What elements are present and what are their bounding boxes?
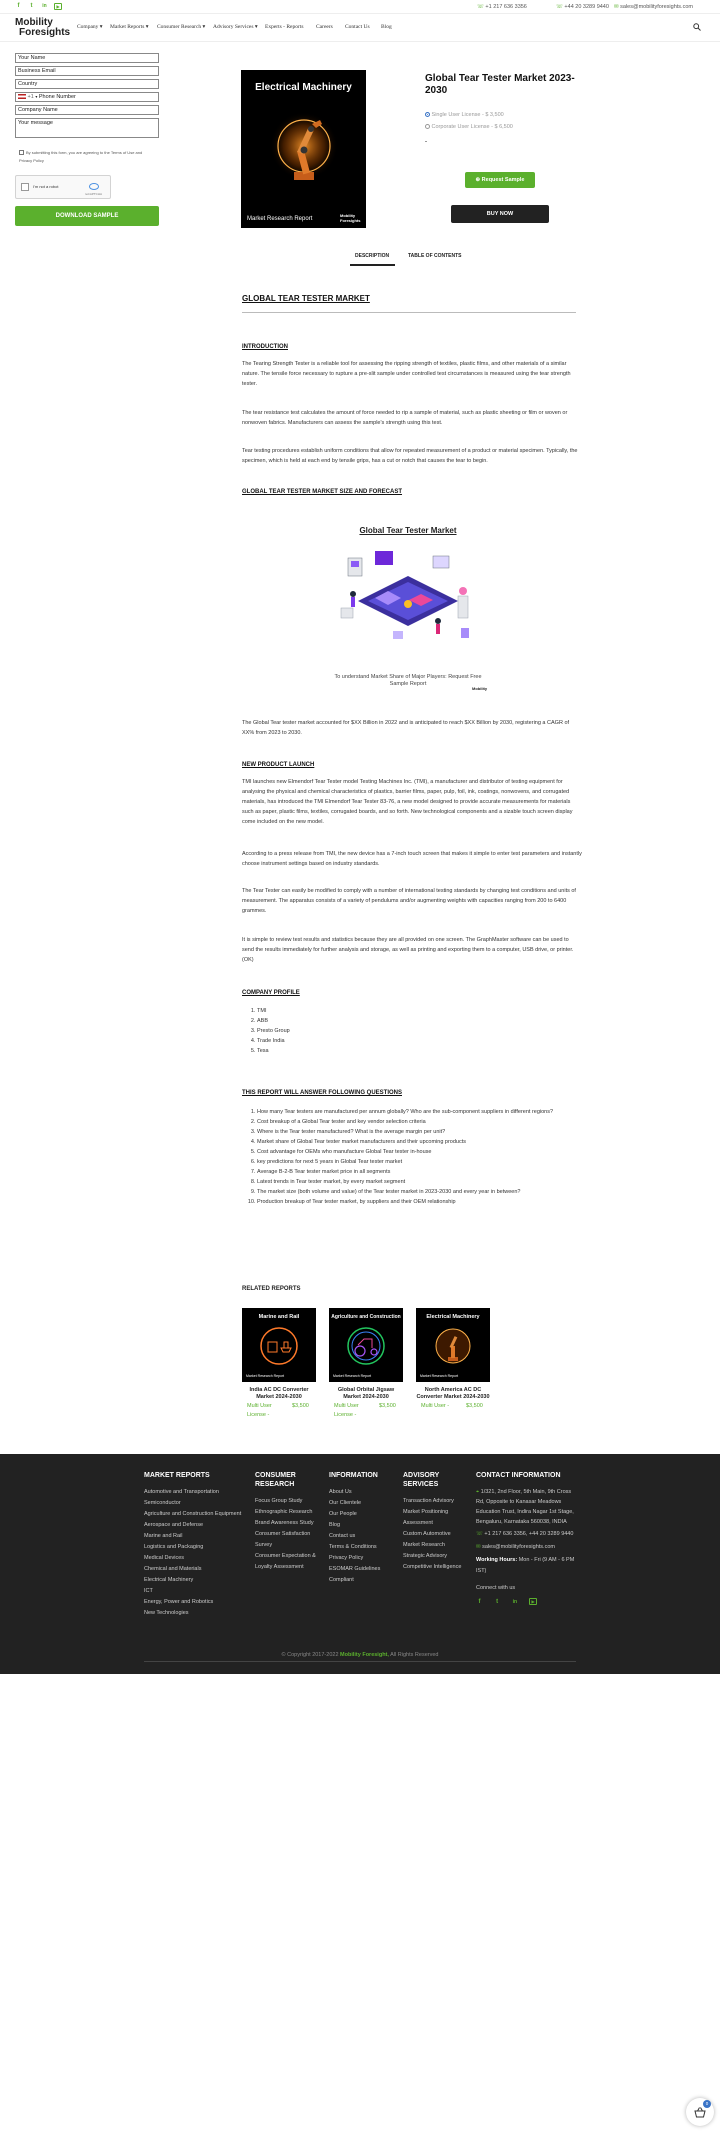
country-field[interactable]: Country (15, 79, 159, 89)
company-list (257, 1006, 290, 1056)
list-item: 2. Cost breakup of a Global Tear tester and key vendor selection criteria (257, 1117, 557, 1127)
launch-paragraph-4: It is simple to review test results and statistics because they are all provided on one screen. The GraphMaster software can be used to send the results immediately for further analysis and storage, as well as printing and exporting them to a computer, USB drive, or printer. (OK) (242, 937, 574, 963)
footer-link[interactable]: Medical Devices (144, 1555, 185, 1561)
robot-arm-illustration (433, 1326, 473, 1366)
divider-dot (425, 141, 427, 142)
list-item[interactable]: 4. Trade India (257, 1036, 290, 1046)
report-cover-image: Electrical Machinery Market Research Report Mobility Foresights (241, 70, 366, 228)
footer-link[interactable]: ESOMAR Guidelines Compliant (329, 1566, 381, 1583)
search-icon[interactable] (693, 23, 701, 31)
related-reports-heading: RELATED REPORTS (242, 1286, 301, 1292)
related-report-title[interactable]: India AC DC Converter Market 2024-2030 (249, 1387, 309, 1400)
buy-now-button[interactable]: BUY NOW (451, 205, 549, 223)
related-report-card[interactable]: Marine and Rail Market Research Report India AC DC Converter Market 2024-2030 Multi User License - $3,500 (242, 1308, 316, 1421)
footer-link[interactable]: Logistics and Packaging (144, 1544, 204, 1550)
footer-email[interactable]: ✉ sales@mobilityforesights.com (476, 1544, 555, 1550)
footer-phones[interactable]: ☏ +1 217 636 3356, +44 20 3289 9440 (476, 1531, 574, 1537)
footer-divider (144, 1661, 576, 1662)
footer-link[interactable]: Consumer Satisfaction Survey (255, 1531, 311, 1548)
nav-careers[interactable]: Careers (316, 24, 333, 30)
footer-link[interactable]: Transaction Advisory (403, 1498, 454, 1504)
email-link[interactable]: ✉ sales@mobilityforesights.com (614, 4, 693, 10)
footer-contact-heading: CONTACT INFORMATION (476, 1472, 561, 1479)
captcha-checkbox[interactable] (21, 183, 29, 191)
list-item[interactable]: 3. Presto Group (257, 1026, 290, 1036)
basket-icon (694, 2107, 706, 2118)
footer-link[interactable]: Contact us (329, 1533, 356, 1539)
nav-market-reports[interactable]: Market Reports ▾ (110, 24, 149, 30)
title-divider (242, 312, 576, 313)
linkedin-icon[interactable]: in (512, 1599, 518, 1605)
linkedin-icon[interactable]: in (42, 3, 47, 9)
footer-link[interactable]: About Us (329, 1489, 352, 1495)
email-field[interactable]: Business Email (15, 66, 159, 76)
cart-button[interactable] (686, 2098, 714, 2126)
isometric-analytics-illustration (333, 546, 483, 646)
footer-link[interactable]: Brand Awareness Study (255, 1520, 314, 1526)
cart-count-badge: 0 (703, 2100, 711, 2108)
related-report-card[interactable]: Electrical Machinery Market Research Report North America AC DC Converter Market 2024-2030 Multi User - $3,500 (416, 1308, 490, 1421)
tab-active-indicator (350, 264, 395, 266)
footer-link[interactable]: Custom Automotive Market Research (403, 1531, 451, 1548)
name-field[interactable]: Your Name (15, 53, 159, 63)
footer-market-reports-heading: MARKET REPORTS (144, 1472, 210, 1479)
questions-heading: THIS REPORT WILL ANSWER FOLLOWING QUESTIONS (242, 1090, 402, 1096)
license-single-option[interactable]: Single User License - $ 3,500 (425, 112, 504, 118)
related-report-title[interactable]: North America AC DC Converter Market 2024-2030 (416, 1387, 490, 1400)
footer-consumer-research-list (255, 1496, 319, 1573)
footer-link[interactable]: New Technologies (144, 1610, 189, 1616)
tab-description[interactable]: DESCRIPTION (355, 253, 390, 259)
list-item: 5. Cost advantage for OEMs who manufacture Global Tear tester in-house (257, 1147, 557, 1157)
intro-paragraph-3: Tear testing procedures establish uniform conditions that allow for repeated measurement of a product or material specimen. Typically, the specimen, which is held at each end by tensile grips, has a cut or notch that causes the tear to begin. (242, 448, 578, 464)
location-icon: ⌖ (476, 1489, 480, 1495)
nav-contact-us[interactable]: Contact Us (345, 24, 370, 30)
plus-circle-icon: ⊕ (475, 177, 481, 183)
phone-us[interactable]: ☏ +1 217 636 3356 (477, 4, 527, 10)
footer-link[interactable]: Consumer Expectation & Loyalty Assessment (255, 1553, 316, 1570)
phone-in[interactable]: ☏ +44 20 3289 9440 (556, 4, 609, 10)
radio-unselected-icon (425, 124, 430, 129)
download-sample-button[interactable]: DOWNLOAD SAMPLE (15, 206, 159, 226)
footer-link[interactable]: Strategic Advisory (403, 1553, 448, 1559)
footer-link[interactable]: Focus Group Study (255, 1498, 303, 1504)
list-item: 1. How many Tear testers are manufactured per annum globally? Who are the sub-component suppliers in different regions? (257, 1107, 557, 1117)
product-launch-heading: NEW PRODUCT LAUNCH (242, 762, 315, 768)
recaptcha-icon (89, 183, 99, 190)
tractor-illustration (346, 1326, 386, 1366)
footer-link[interactable]: Energy, Power and Robotics (144, 1599, 214, 1605)
list-item: 8. Latest trends in Tear tester market, by every market segment (257, 1177, 557, 1187)
license-corporate-option[interactable]: Corporate User License - $ 6,500 (425, 124, 513, 130)
company-field[interactable]: Company Name (15, 105, 159, 115)
nav-experts-reports[interactable]: Experts - Reports (265, 24, 304, 30)
related-report-card[interactable]: Agriculture and Construction Market Research Report Global Orbital Jigsaw Market 2024-2030 Multi User License - $3,500 (329, 1308, 403, 1421)
twitter-icon[interactable]: t (496, 1599, 499, 1605)
radio-selected-icon (425, 112, 430, 117)
list-item: 1. TMI (257, 1006, 290, 1016)
footer-information-list (329, 1487, 393, 1586)
tab-table-of-contents[interactable]: TABLE OF CONTENTS (408, 253, 462, 259)
footer-link[interactable]: Competitive Intelligence (403, 1564, 462, 1570)
footer-link[interactable]: Chemical and Materials (144, 1566, 202, 1572)
footer-link[interactable]: Agriculture and Construction Equipment (144, 1511, 242, 1517)
top-bar (0, 0, 720, 14)
list-item: 10. Production breakup of Tear tester market, by suppliers and their OEM relationship (257, 1197, 557, 1207)
infographic-caption[interactable]: To understand Market Share of Major Players: Request Free Sample Report (334, 674, 482, 687)
infographic-logo: Mobility (472, 686, 488, 691)
company-profile-heading: COMPANY PROFILE (242, 990, 300, 996)
nav-consumer-research[interactable]: Consumer Research ▾ (157, 24, 206, 30)
footer-market-reports-list (144, 1487, 256, 1619)
market-size-heading: GLOBAL TEAR TESTER MARKET SIZE AND FORECAST (242, 489, 403, 495)
related-report-image: Agriculture and Construction Market Research Report (329, 1308, 403, 1382)
ship-train-illustration (259, 1326, 299, 1366)
launch-paragraph-1: TMI launches new Elmendorf Tear Tester model Testing Machines Inc. (TMI), a manufacturer and distributor of testing equipment for analysing the physical and chemical characteristics of plastics, barrier films, paper, pulp, foil, ink, coatings, nonwovens, and corrugated materials, has introduced the TMI Elmendorf Tear Tester 83-76, a new model designed to provide accurate measurements for materials such as paper, plastic films, textiles, corrugated boards, and so forth. New technological components and a sizable touch screen display come included on the new model. (242, 779, 573, 825)
market-infographic: Global Tear Tester Market To understand Market Share of Major Players: Request Free Sample Report (328, 526, 488, 696)
facebook-icon[interactable]: f (478, 1599, 481, 1605)
article-main-title: GLOBAL TEAR TESTER MARKET (242, 294, 370, 303)
footer-link[interactable]: Market Positioning Assessment (403, 1509, 449, 1526)
footer-link[interactable]: Ethnographic Research (255, 1509, 313, 1515)
logo[interactable]: Mobility Foresights (15, 17, 71, 38)
connect-label: Connect with us (476, 1585, 516, 1591)
intro-paragraph-2: The tear resistance test calculates the amount of force needed to rip a sample of material, such as plastic sheeting or film or woven or nonwoven fabrics. Manufacturers can assess the sample's strength using this test. (242, 410, 568, 426)
related-report-image: Marine and Rail Market Research Report (242, 1308, 316, 1382)
footer-link[interactable]: Automotive and Transportation (144, 1489, 219, 1495)
footer-link[interactable]: Marine and Rail (144, 1533, 183, 1539)
facebook-icon[interactable]: f (17, 3, 20, 9)
footer-link[interactable]: Semiconductor (144, 1500, 181, 1506)
nav-advisory-services[interactable]: Advisory Services ▾ (213, 24, 258, 30)
footer-link[interactable]: ICT (144, 1588, 153, 1594)
footer-link[interactable]: Electrical Machinery (144, 1577, 194, 1583)
list-item: 3. Where is the Tear tester manufactured? What is the average margin per unit? (257, 1127, 557, 1137)
related-report-image: Electrical Machinery Market Research Report (416, 1308, 490, 1382)
related-report-title[interactable]: Global Orbital Jigsaw Market 2024-2030 (337, 1387, 395, 1400)
twitter-icon[interactable]: t (30, 3, 33, 9)
footer-advisory-heading: ADVISORY SERVICES (403, 1472, 440, 1488)
main-nav (0, 14, 720, 42)
footer-information-heading: INFORMATION (329, 1472, 378, 1479)
phone-icon: ☏ (476, 1531, 483, 1537)
chevron-down-icon: ▾ (35, 94, 38, 99)
footer-advisory-list (403, 1496, 467, 1573)
consent-text: By submitting this form, you are agreeing to the Terms of Use and (26, 150, 143, 155)
list-item: 9. The market size (both volume and value) of the Tear tester market in 2023-2030 and every year in between? (257, 1187, 557, 1197)
launch-paragraph-2: According to a press release from TMI, the new device has a 7-inch touch screen that makes it simple to enter test parameters and instantly choose instrument settings based on industry standards. (242, 851, 582, 867)
message-field[interactable]: Your message (15, 118, 159, 138)
footer-link[interactable]: Aerospace and Defense (144, 1522, 204, 1528)
robot-arm-illustration (268, 102, 340, 192)
footer-social (476, 1598, 576, 1606)
list-item: 7. Average B-2-B Tear tester market price in all segments (257, 1167, 557, 1177)
footer-link[interactable]: Terms & Conditions (329, 1544, 377, 1550)
report-title: Global Tear Tester Market 2023-2030 (425, 73, 575, 96)
questions-list (257, 1107, 557, 1207)
request-sample-button[interactable]: ⊕ Request Sample (465, 172, 535, 188)
site-footer (0, 1454, 720, 1674)
mail-icon: ✉ (476, 1544, 481, 1550)
copyright: © Copyright 2017-2022 Mobility Foresight, All Rights Reserved (281, 1652, 439, 1658)
list-item: 4. Market share of Global Tear tester market manufacturers and their upcoming products (257, 1137, 557, 1147)
list-item: 6. key predictions for next 5 years in Global Tear tester market (257, 1157, 557, 1167)
footer-link[interactable]: Our People (329, 1511, 357, 1517)
market-size-paragraph: The Global Tear tester market accounted for $XX Billion in 2022 and is anticipated to reach $XX Billion by 2030, registering a CAGR of XX% from 2023 to 2030. (242, 720, 570, 736)
intro-paragraph-1: The Tearing Strength Tester is a reliable tool for assessing the ripping strength of textiles, plastic films, and other materials of a similar nature. The tensile force necessary to rupture a pre-slit sample under controlled test circumstances is measured using the tear strength tester. (242, 361, 571, 387)
list-item[interactable]: 5. Tesa (257, 1046, 290, 1056)
nav-company[interactable]: Company ▾ (77, 24, 103, 30)
privacy-link[interactable]: Privacy Policy (19, 158, 44, 163)
footer-link[interactable]: Privacy Policy (329, 1555, 364, 1561)
nav-blog[interactable]: Blog (381, 24, 392, 30)
youtube-icon[interactable]: ▶ (529, 1598, 537, 1605)
footer-consumer-research-heading: CONSUMER RESEARCH (255, 1472, 296, 1488)
intro-heading: INTRODUCTION (242, 344, 288, 350)
launch-paragraph-3: The Tear Tester can easily be modified to comply with a number of international testing standards by changing test conditions and units of measurement. The apparatus consists of a variety of pendulums and/or augmenting weights with capacities ranging from 200 to 6400 grammes. (242, 888, 576, 914)
us-flag-icon (18, 94, 26, 99)
consent-checkbox[interactable] (19, 150, 24, 155)
footer-link[interactable]: Blog (329, 1522, 341, 1528)
list-item[interactable]: 2. ABB (257, 1016, 290, 1026)
youtube-icon[interactable]: ▶ (54, 3, 62, 10)
phone-field[interactable]: +1 ▾ Phone Number (15, 92, 159, 102)
footer-link[interactable]: Our Clientele (329, 1500, 362, 1506)
captcha-box: I'm not a robot reCAPTCHA (15, 175, 111, 199)
footer-contact-info: ⌖ 1/321, 2nd Floor, 5th Main, 9th Cross Rd, Opposite to Kanasar Meadows Education Trust, Indira Nagar 1st Stage, Bengaluru, Karnataka 560038, INDIA ☏ +1 217 636 3356, +44 20 3289 9440 ✉ sales@mobilityforesights.com Working Hours: Mon - Fri (9 AM - 6 PM IST) Connect with us f t in ▶ (476, 1489, 575, 1605)
